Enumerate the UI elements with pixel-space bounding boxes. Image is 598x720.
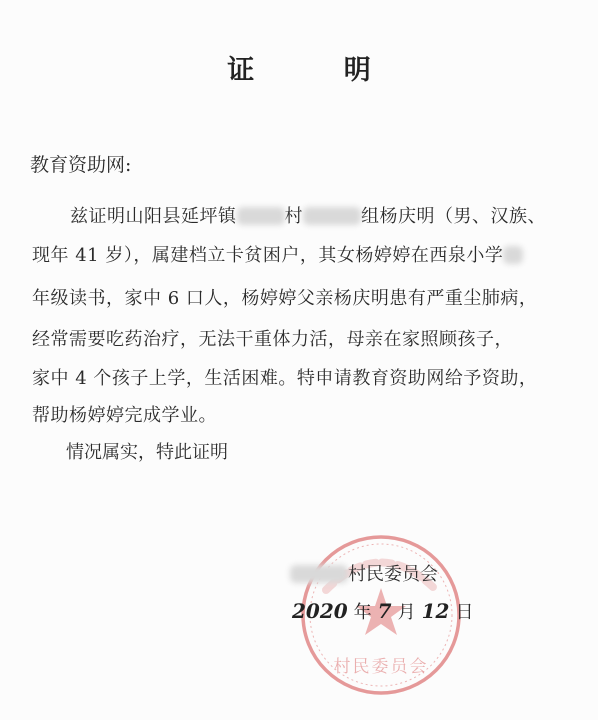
date-year: 2020 [292,599,348,623]
body-line-5: 家中 4 个孩子上学，生活困难。特申请教育资助网给予资助， [32,368,538,389]
body-line-1-mid: 村 [284,206,303,227]
signature-date [292,598,479,624]
redacted-group [303,207,361,225]
body-line-1-end: 组杨庆明（男、汉族、 [361,206,546,227]
svg-text:村民委员会: 村民委员会 [333,657,429,677]
body-line-3: 年级读书，家中 6 口人，杨婷婷父亲杨庆明患有严重尘肺病， [32,288,538,309]
date-month: 7 [377,599,392,623]
document-title: 证 明 [227,55,411,86]
redacted-village-name [290,565,348,583]
body-line-1 [70,202,546,228]
signature-organization [290,560,438,586]
date-year-unit: 年 [353,602,372,623]
body-line-2 [32,241,523,267]
date-day: 12 [421,599,450,623]
addressee: 教育资助网: [30,154,132,176]
body-line-4: 经常需要吃药治疗，无法干重体力活，母亲在家照顾孩子， [32,329,513,350]
redacted-grade [503,246,523,264]
date-month-unit: 月 [397,602,416,623]
closing-statement: 情况属实，特此证明 [66,442,228,463]
body-line-6: 帮助杨婷婷完成学业。 [32,405,217,426]
signature-org-text: 村民委员会 [348,564,438,585]
body-line-1-start: 兹证明山阳县延坪镇 [70,206,237,227]
redacted-village [237,207,285,225]
date-day-unit: 日 [455,602,474,623]
body-line-2-text: 现年 41 岁），属建档立卡贫困户，其女杨婷婷在西泉小学 [32,245,504,266]
